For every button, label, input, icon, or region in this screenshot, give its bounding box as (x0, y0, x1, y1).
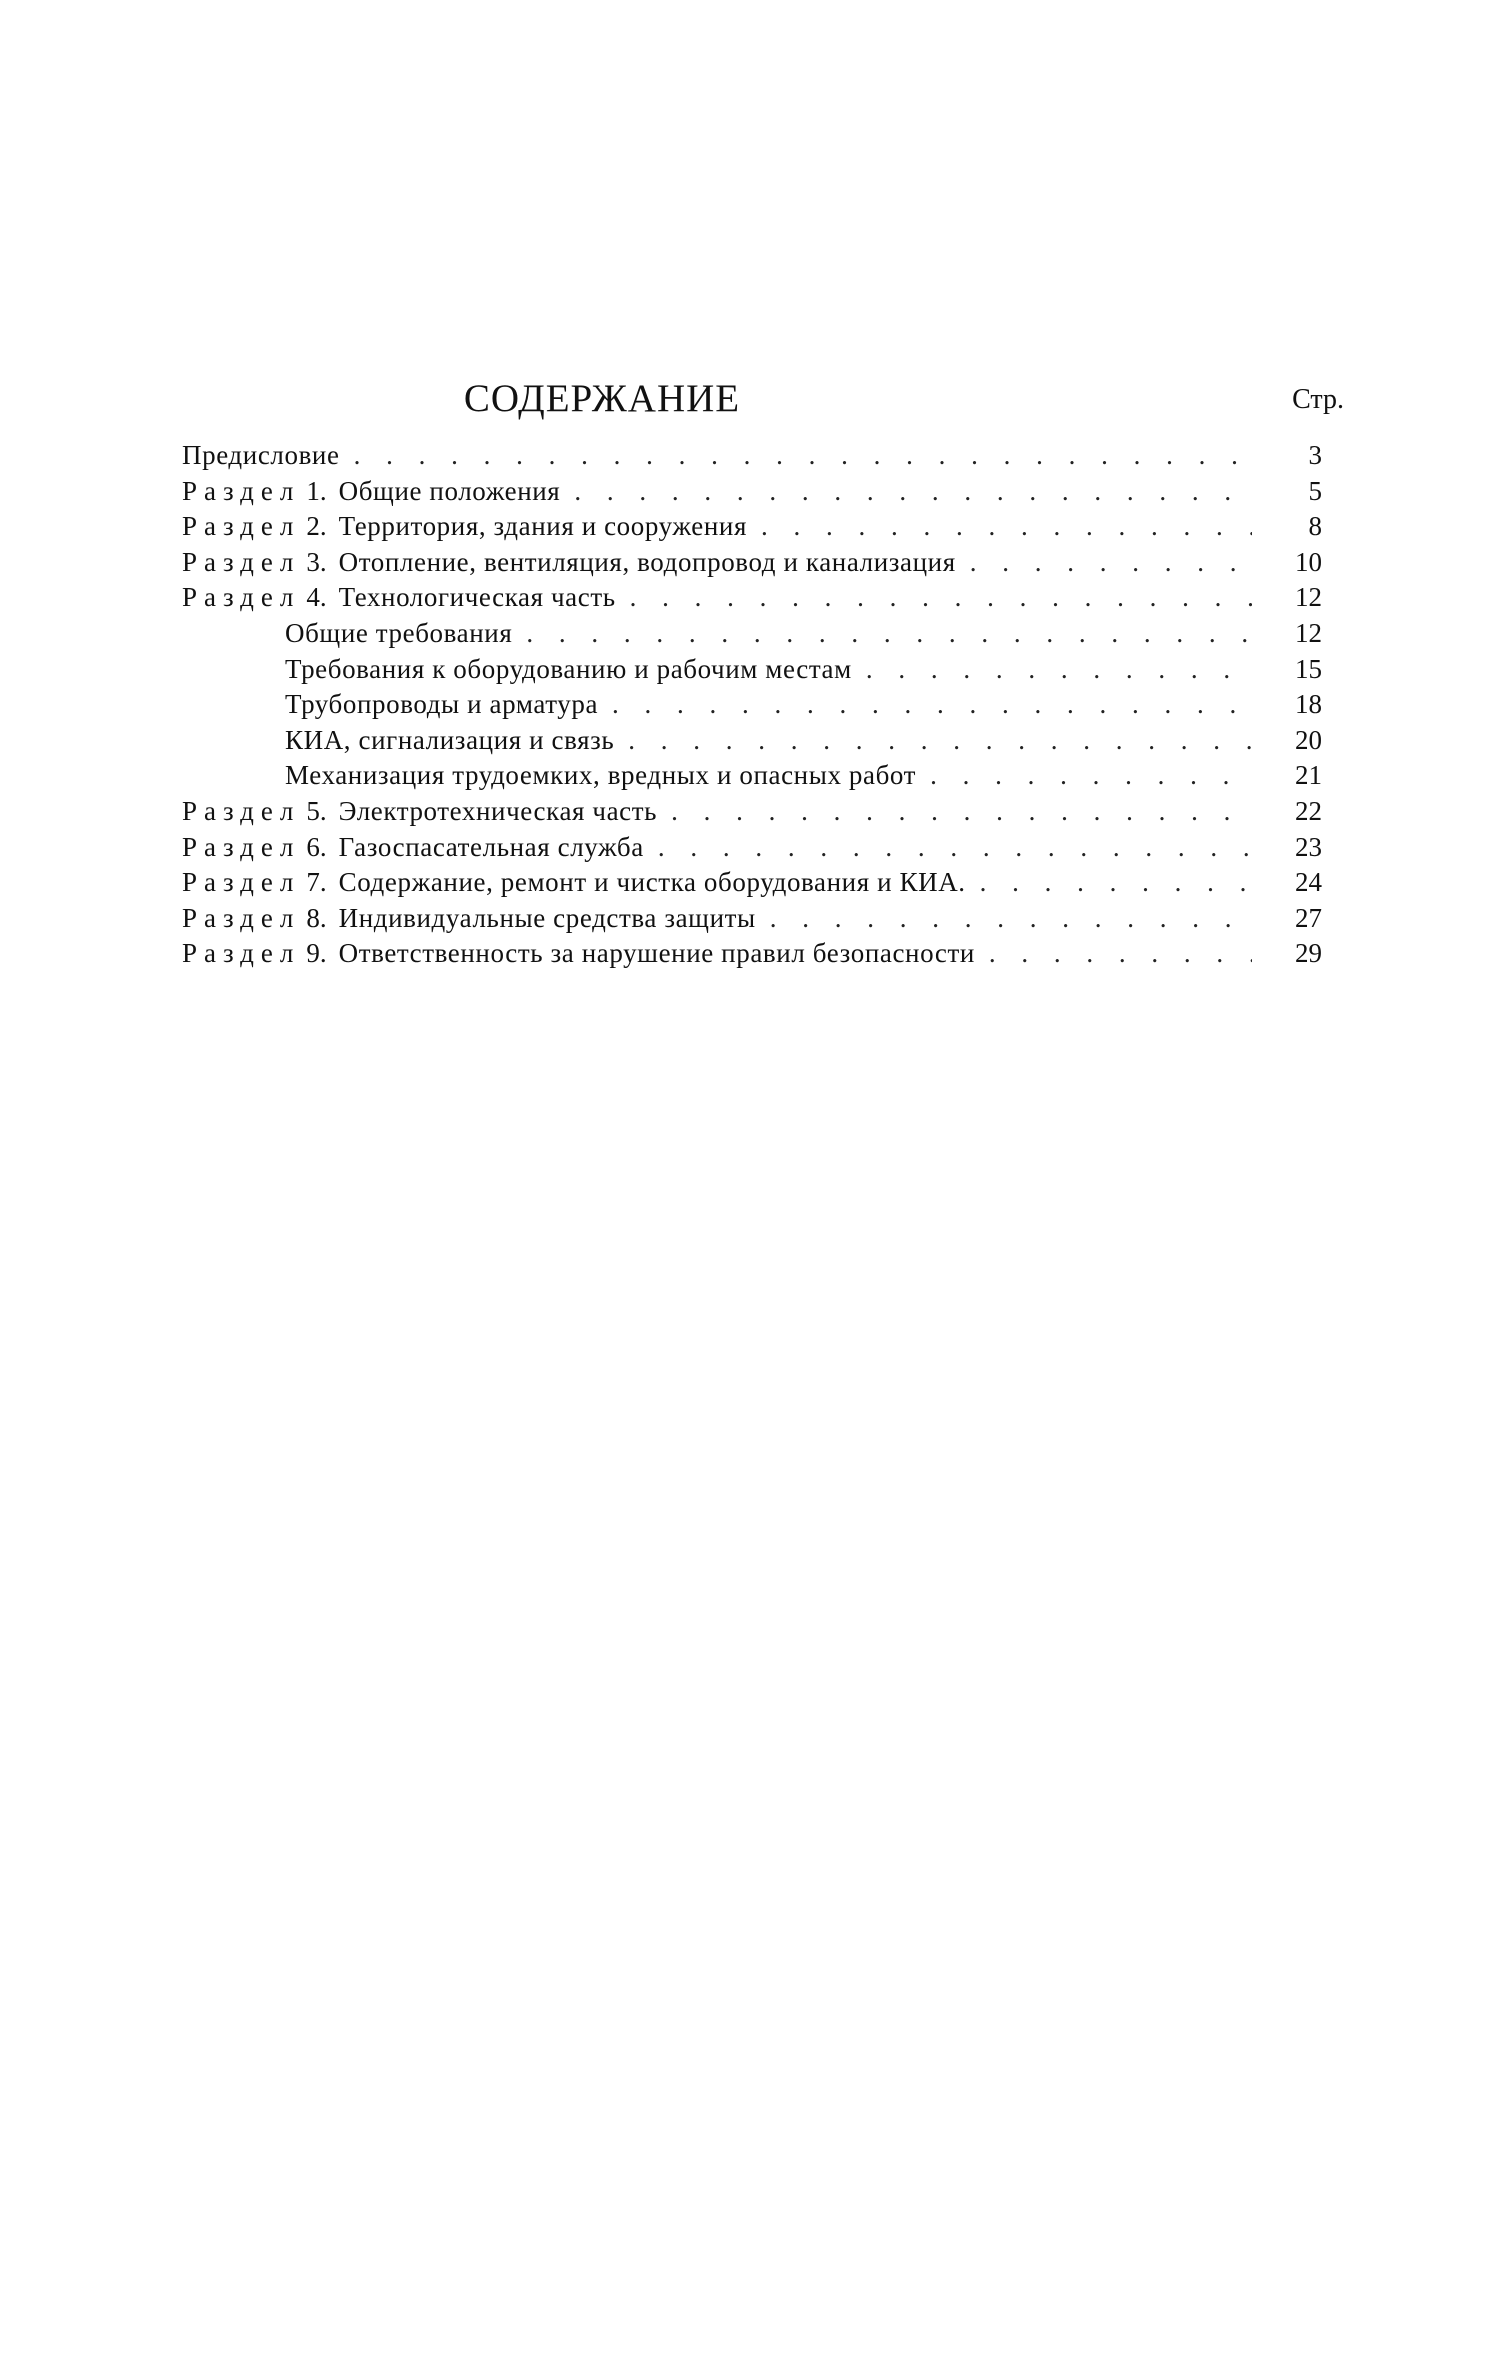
page-number: 22 (1295, 795, 1322, 826)
section-number: 6. (306, 831, 327, 862)
entry-title: Технологическая часть (338, 582, 616, 613)
toc-entry-text (182, 652, 1280, 688)
toc-entry (182, 509, 1322, 545)
toc-entry (182, 474, 1322, 510)
toc-entry-text (182, 438, 1280, 474)
toc-entry (182, 438, 1322, 474)
toc-subentry (182, 616, 1322, 652)
dot-leader (628, 723, 1252, 759)
toc-entry-text (182, 509, 1280, 545)
dot-leader (770, 901, 1252, 937)
entry-title: Ответственность за нарушение правил безопасности (338, 938, 975, 969)
dot-leader (630, 580, 1252, 616)
page-number: 23 (1295, 831, 1322, 862)
toc-header (182, 376, 1344, 436)
section-label: Раздел (182, 938, 301, 969)
entry-title: Требования к оборудованию и рабочим местам (285, 653, 852, 684)
section-label: Раздел (182, 475, 301, 506)
entry-title: Территория, здания и сооружения (338, 511, 747, 542)
toc-entry-text (182, 616, 1280, 652)
toc-subentry (182, 652, 1322, 688)
dot-leader (761, 509, 1252, 545)
section-number: 2. (306, 511, 327, 542)
section-label: Раздел (182, 582, 301, 613)
toc-entry-text (182, 545, 1280, 581)
page-number: 24 (1295, 867, 1322, 898)
page-number: 12 (1295, 617, 1322, 648)
dot-leader (970, 545, 1252, 581)
section-number: 3. (306, 546, 327, 577)
toc-entry-text (182, 901, 1280, 937)
toc-entry (182, 794, 1322, 830)
dot-leader (866, 652, 1252, 688)
entry-title: КИА, сигнализация и связь (285, 724, 615, 755)
page-column-label: Стр. (1292, 384, 1344, 415)
section-number: 8. (306, 902, 327, 933)
page-number: 8 (1308, 511, 1322, 542)
toc-subentry (182, 758, 1322, 794)
page-number: 18 (1295, 689, 1322, 720)
dot-leader (980, 865, 1252, 901)
dot-leader (930, 758, 1252, 794)
toc-subentry (182, 687, 1322, 723)
toc-entry-text (182, 723, 1280, 759)
toc-entry-text (182, 794, 1280, 830)
dot-leader (574, 474, 1252, 510)
entry-title: Электротехническая часть (338, 795, 658, 826)
dot-leader (612, 687, 1252, 723)
page-number: 20 (1295, 724, 1322, 755)
toc-entry-text (182, 758, 1280, 794)
page-number: 10 (1295, 546, 1322, 577)
toc-entry (182, 545, 1322, 581)
page-number: 12 (1295, 582, 1322, 613)
entry-title: Общие положения (338, 475, 561, 506)
toc-entry-text (182, 936, 1280, 972)
entry-title: Газоспасательная служба (338, 831, 644, 862)
toc-subentry (182, 723, 1322, 759)
entry-title: Трубопроводы и арматура (285, 689, 599, 720)
section-number: 1. (306, 475, 327, 506)
dot-leader (989, 936, 1252, 972)
page-number: 3 (1308, 440, 1322, 470)
dot-leader (658, 830, 1252, 866)
toc-entry (182, 830, 1322, 866)
toc-entry-text (182, 687, 1280, 723)
section-label: Раздел (182, 511, 301, 542)
toc-entry (182, 936, 1322, 972)
entry-title: Отопление, вентиляция, водопровод и канализация (338, 546, 956, 577)
section-number: 4. (306, 582, 327, 613)
toc-title: СОДЕРЖАНИЕ (463, 377, 741, 420)
dot-leader (671, 794, 1252, 830)
section-number: 9. (306, 938, 327, 969)
page-number: 29 (1295, 938, 1322, 969)
page-number: 15 (1295, 653, 1322, 684)
section-label: Раздел (182, 546, 301, 577)
dot-leader (354, 438, 1252, 474)
section-label: Раздел (182, 867, 301, 898)
toc-entry-text (182, 580, 1280, 616)
toc-entry (182, 901, 1322, 937)
toc-entry (182, 580, 1322, 616)
toc-entry-text (182, 830, 1280, 866)
entry-title: Индивидуальные средства защиты (338, 902, 756, 933)
dot-leader (526, 616, 1252, 652)
section-number: 7. (306, 867, 327, 898)
table-of-contents (182, 376, 1344, 972)
page-number: 21 (1295, 760, 1322, 791)
section-label: Раздел (182, 795, 301, 826)
entry-title: Предисловие (182, 440, 340, 470)
section-label: Раздел (182, 902, 301, 933)
entry-title: Механизация трудоемких, вредных и опасных работ (285, 760, 917, 791)
toc-entry-text (182, 474, 1280, 510)
toc-entry (182, 865, 1322, 901)
entry-title: Общие требования (285, 617, 513, 648)
page-number: 5 (1308, 475, 1322, 506)
entry-title: Содержание, ремонт и чистка оборудования и КИА. (338, 867, 966, 898)
section-label: Раздел (182, 831, 301, 862)
toc-entry-text (182, 865, 1280, 901)
page-number: 27 (1295, 902, 1322, 933)
toc-list (182, 438, 1322, 972)
section-number: 5. (306, 795, 327, 826)
